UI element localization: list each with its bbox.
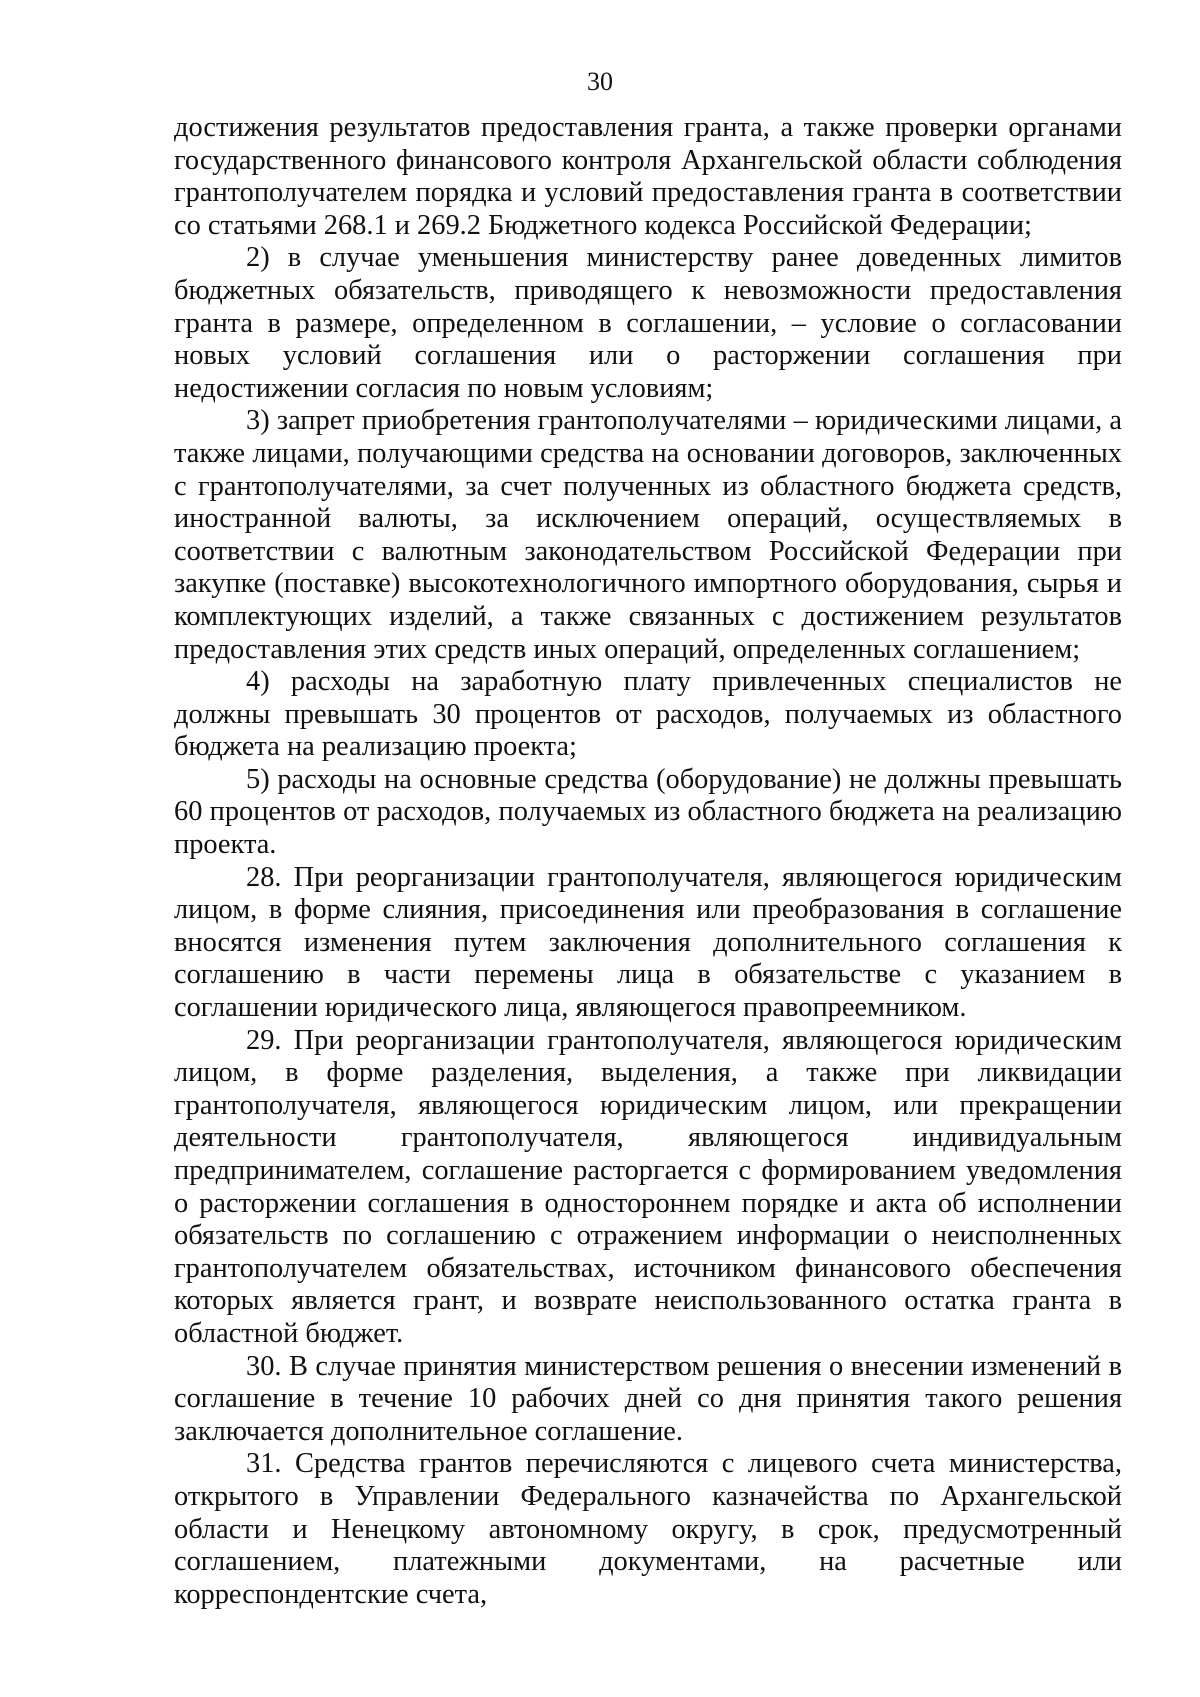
paragraph-item-5: 5) расходы на основные средства (оборудование) не должны превышать 60 процентов от расходов, получаемых из областного бюджета на реализацию проекта. xyxy=(174,763,1122,861)
paragraph-continuation: достижения результатов предоставления гранта, а также проверки органами государственного финансового контроля Архангельской области соблюдения грантополучателем порядка и условий предоставления гранта в соответствии со статьями 268.1 и 269.2 Бюджетного кодекса Российской Федерации; xyxy=(174,112,1122,241)
paragraph-clause-28: 28. При реорганизации грантополучателя, являющегося юридическим лицом, в форме слияния, присоединения или преобразования в соглашение вносятся изменения путем заключения дополнительного соглашения к соглашению в части перемены лица в обязательстве с указанием в соглашении юридического лица, являющегося правопреемником. xyxy=(174,861,1122,1024)
paragraph-item-2: 2) в случае уменьшения министерству ранее доведенных лимитов бюджетных обязательств, приводящего к невозможности предоставления гранта в размере, определенном в соглашении, – условие о согласовании новых условий соглашения или о расторжении соглашения при недостижении согласия по новым условиям; xyxy=(174,242,1122,404)
paragraph-clause-29: 29. При реорганизации грантополучателя, являющегося юридическим лицом, в форме разделения, выделения, а также при ликвидации грантополучателя, являющегося юридическим лицом, или прекращении деятельности грантополучателя, являющегося индивидуальным предпринимателем, соглашение расторгается с формированием уведомления о расторжении соглашения в одностороннем порядке и акта об исполнении обязательств по соглашению с отражением информации о неисполненных грантополучателем обязательствах, источником финансового обеспечения которых является грант, и возврате неиспользованного остатка гранта в областной бюджет. xyxy=(174,1024,1122,1349)
paragraph-clause-30: 30. В случае принятия министерством решения о внесении изменений в соглашение в течение 10 рабочих дней со дня принятия такого решения заключается дополнительное соглашение. xyxy=(174,1350,1122,1447)
paragraph-item-3: 3) запрет приобретения грантополучателями – юридическими лицами, а также лицами, получающими средства на основании договоров, заключенных с грантополучателями, за счет полученных из областного бюджета средств, иностранной валюты, за исключением операций, осуществляемых в соответствии с валютным законодательством Российской Федерации при закупке (поставке) высокотехнологичного импортного оборудования, сырья и комплектующих изделий, а также связанных с достижением результатов предоставления этих средств иных операций, определенных соглашением; xyxy=(174,405,1122,665)
paragraph-item-4: 4) расходы на заработную плату привлеченных специалистов не должны превышать 30 процентов от расходов, получаемых из областного бюджета на реализацию проекта; xyxy=(174,666,1122,763)
paragraph-clause-31: 31. Средства грантов перечисляются с лицевого счета министерства, открытого в Управлении Федерального казначейства по Архангельской области и Ненецкому автономному округу, в срок, предусмотренный соглашением, платежными документами, на расчетные или корреспондентские счета, xyxy=(174,1448,1122,1610)
document-body xyxy=(174,112,1122,1611)
page-number: 30 xyxy=(587,67,613,96)
